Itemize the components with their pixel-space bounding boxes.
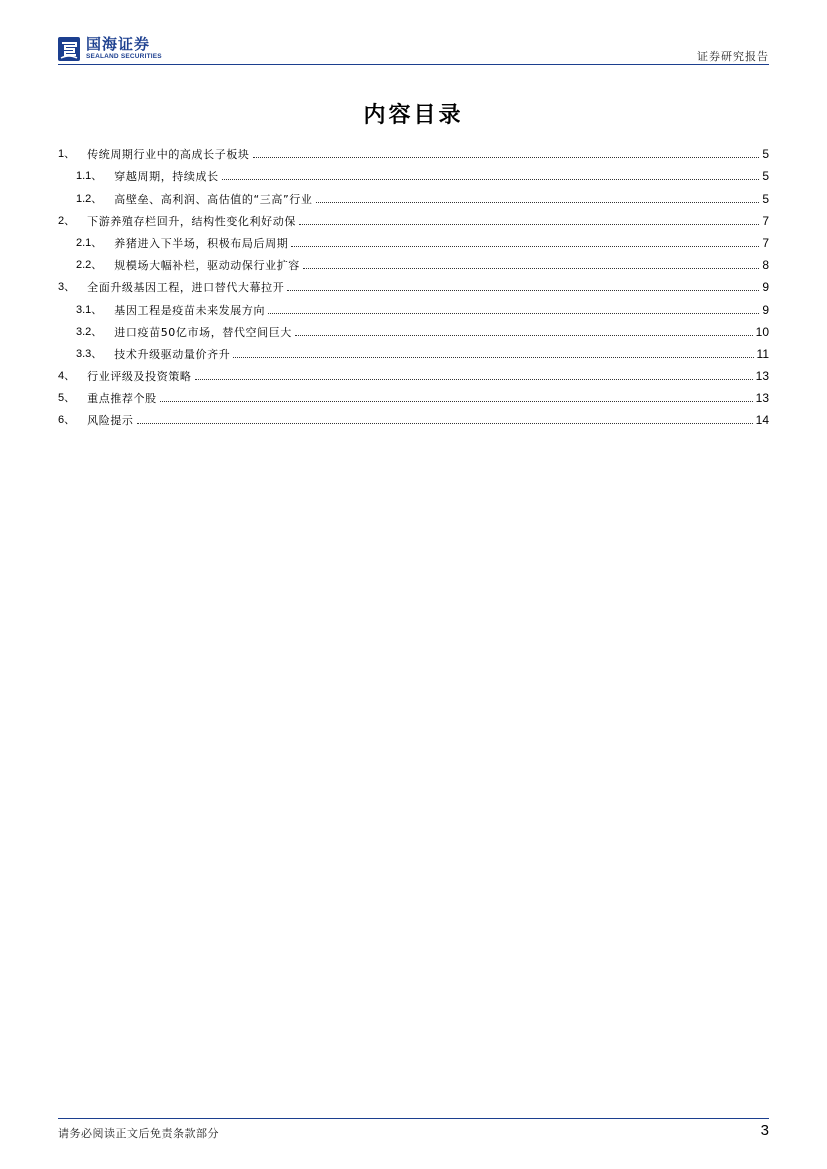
toc-entry-page: 7 — [762, 213, 769, 228]
toc-entry-page: 13 — [755, 391, 769, 406]
toc-entry-title: 进口疫苗50亿市场，替代空间巨大 — [114, 325, 292, 339]
toc-entry-title: 规模场大幅补栏，驱动动保行业扩容 — [114, 259, 300, 273]
page-header — [58, 36, 769, 64]
toc-entry-title: 穿越周期，持续成长 — [114, 170, 219, 184]
toc-entry-title: 行业评级及投资策略 — [87, 370, 192, 384]
toc-entry[interactable] — [58, 317, 769, 339]
toc-entry-number: 3.2、 — [76, 325, 103, 338]
company-logo — [58, 36, 162, 62]
toc-entry-number: 2.2、 — [76, 259, 103, 272]
toc-entry-number: 3.3、 — [76, 347, 103, 360]
toc-leader-dots — [268, 313, 759, 314]
toc-entry-number: 1.1、 — [76, 170, 103, 183]
toc-entry-page: 5 — [762, 191, 769, 206]
toc-entry-title: 基因工程是疫苗未来发展方向 — [114, 303, 266, 317]
toc-entry-page: 5 — [762, 169, 769, 184]
toc-entry-title: 高壁垒、高利润、高估值的“三高”行业 — [114, 192, 313, 206]
toc-entry-page: 9 — [762, 280, 769, 295]
toc-leader-dots — [303, 268, 759, 269]
toc-leader-dots — [287, 290, 759, 291]
toc-entry-number: 3、 — [58, 281, 76, 294]
toc-entry-number: 2.1、 — [76, 236, 103, 249]
toc-leader-dots — [291, 246, 759, 247]
logo-chinese-name: 国海证券 — [86, 35, 151, 54]
toc-leader-dots — [137, 423, 753, 424]
disclaimer-note: 请务必阅读正文后免责条款部分 — [58, 1127, 219, 1140]
toc-entry[interactable] — [58, 228, 769, 250]
toc-entry[interactable] — [58, 405, 769, 427]
toc-entry-title: 养猪进入下半场，积极布局后周期 — [114, 236, 289, 250]
page-number: 3 — [760, 1122, 769, 1139]
toc-entry-page: 9 — [762, 302, 769, 317]
toc-leader-dots — [299, 224, 759, 225]
toc-entry-title: 全面升级基因工程，进口替代大幕拉开 — [87, 281, 285, 295]
toc-entry[interactable] — [58, 161, 769, 183]
toc-entry[interactable] — [58, 183, 769, 205]
toc-entry-title: 技术升级驱动量价齐升 — [114, 347, 231, 361]
footer-divider — [58, 1118, 769, 1119]
report-type-label: 证券研究报告 — [697, 50, 769, 63]
toc-entry-title: 下游养殖存栏回升，结构性变化利好动保 — [87, 214, 296, 228]
toc-entry[interactable] — [58, 250, 769, 272]
toc-entry[interactable] — [58, 206, 769, 228]
logo-english-name: SEALAND SECURITIES — [86, 53, 162, 61]
toc-entry-title: 重点推荐个股 — [87, 392, 157, 406]
toc-leader-dots — [233, 357, 753, 358]
toc-entry-number: 4、 — [58, 370, 76, 383]
toc-leader-dots — [295, 335, 753, 336]
toc-entry-title: 风险提示 — [87, 414, 134, 428]
toc-entry-number: 1、 — [58, 148, 76, 161]
toc-entry-number: 2、 — [58, 214, 76, 227]
toc-leader-dots — [160, 401, 753, 402]
toc-entry[interactable] — [58, 272, 769, 294]
toc-entry-number: 1.2、 — [76, 192, 103, 205]
toc-entry-page: 5 — [762, 147, 769, 162]
toc-entry-page: 8 — [762, 258, 769, 273]
toc-entry-number: 3.1、 — [76, 303, 103, 316]
header-divider — [58, 64, 769, 65]
toc-title: 内容目录 — [363, 103, 464, 128]
toc-entry[interactable] — [58, 294, 769, 316]
toc-entry-title: 传统周期行业中的高成长子板块 — [87, 148, 250, 162]
toc-entry-page: 13 — [755, 369, 769, 384]
toc-leader-dots — [316, 202, 760, 203]
toc-entry-page: 14 — [755, 413, 769, 428]
toc-entry[interactable] — [58, 361, 769, 383]
toc-entry[interactable] — [58, 339, 769, 361]
toc-entry[interactable] — [58, 139, 769, 161]
toc-leader-dots — [253, 157, 760, 158]
sealand-logo-icon — [58, 37, 80, 61]
toc-leader-dots — [222, 179, 760, 180]
toc-leader-dots — [195, 379, 753, 380]
toc-entry-page: 10 — [755, 324, 769, 339]
toc-entry-number: 5、 — [58, 392, 76, 405]
toc-entry-page: 11 — [756, 346, 769, 361]
toc-entry[interactable] — [58, 383, 769, 405]
table-of-contents — [58, 139, 769, 427]
toc-entry-page: 7 — [762, 235, 769, 250]
toc-entry-number: 6、 — [58, 414, 76, 427]
